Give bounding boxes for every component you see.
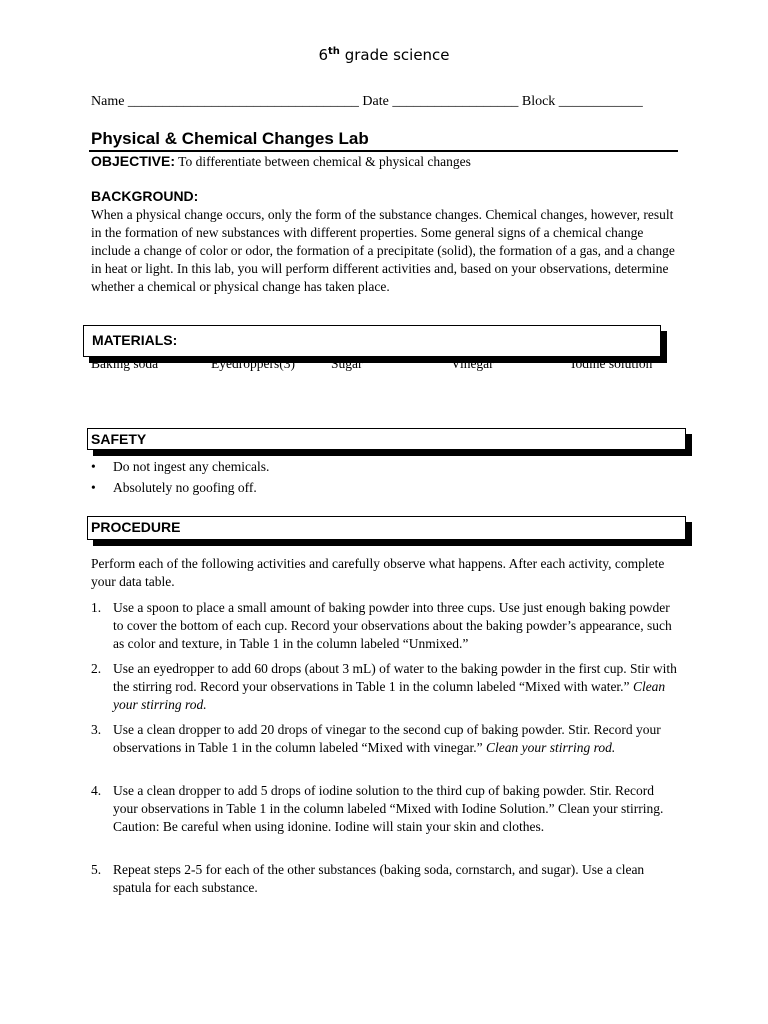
step-text: Use a clean dropper to add 5 drops of iodine solution to the third cup of baking powder. Stir. Record your observations in Table 1 in the column labeled “Mixed with Iodine Solution.” Clean your stirring. Caution: Be careful when using idonine. Iodine will stain your skin and clothes. [113,783,664,834]
procedure-step [91,721,681,757]
step-text: Use a spoon to place a small amount of baking powder into three cups. Use just enough baking powder to cover the bottom of each cup. Record your observations about the baking powder’s appearance, such as color and texture, in Table 1 in the column labeled “Unmixed.” [113,600,672,651]
materials-heading: MATERIALS: [92,332,178,348]
procedure-header-box [87,516,686,540]
material-item: Iodine solution [571,356,653,371]
bullet-icon: • [91,480,96,495]
step-number: 3. [91,722,102,737]
step-note: Clean your stirring rod. [113,679,666,712]
objective-line [91,153,471,170]
procedure-heading: PROCEDURE [91,519,181,535]
step-text: Use an eyedropper to add 60 drops (about 3 mL) of water to the baking powder in the first cup. Stir with the stirring rod. Record your observations in Table 1 in the column labeled “Mixed with water.” [113,661,677,694]
material-item: Sugar [331,356,363,371]
bullet-text: Do not ingest any chemicals. [113,459,270,474]
safety-bullet [91,459,269,475]
procedure-intro: Perform each of the following activities and carefully observe what happens. After each activity, complete your data table. [91,556,665,589]
procedure-step [91,782,681,836]
grade-superscript: th [328,46,340,57]
step-text: Use a clean dropper to add 20 drops of vinegar to the second cup of baking powder. Stir. Record your observations in Table 1 in the column labeled “Mixed with vinegar.” [113,722,661,755]
grade-heading [0,46,768,64]
procedure-step [91,861,681,897]
background-heading: BACKGROUND: [91,188,199,204]
step-number: 1. [91,600,102,615]
objective-text: To differentiate between chemical & physical changes [175,154,471,169]
bullet-icon: • [91,459,96,474]
materials-header-box [83,325,661,357]
safety-bullet [91,480,257,496]
page-title: Physical & Chemical Changes Lab [91,129,369,148]
background-text: When a physical change occurs, only the form of the substance changes. Chemical changes, however, result in the formation of new substances with different properties. Some general signs of a chemical change include a change of color or odor, the formation of a precipitate (solid), the formation of a gas, and a change in heat or light. In this lab, you will perform different activities and, based on your observations, determine whether a chemical or physical change has taken place. [91,207,675,294]
step-text: Repeat steps 2-5 for each of the other substances (baking soda, cornstarch, and sugar). Use a clean spatula for each substance. [113,862,645,895]
material-item: Baking soda [91,356,159,371]
title-divider [89,150,678,152]
step-number: 2. [91,661,102,676]
material-item: Eyedroppers(3) [211,356,295,371]
grade-subject: grade science [339,46,450,64]
grade-number: 6 [318,46,329,64]
procedure-step [91,599,681,653]
objective-label: OBJECTIVE: [91,153,176,169]
safety-header-box [87,428,686,450]
step-number: 4. [91,783,102,798]
step-note: Clean your stirring rod. [485,740,616,755]
procedure-step [91,660,681,714]
name-date-block-line: Name _________________________________ Date __________________ Block ____________ [91,94,643,109]
step-number: 5. [91,862,102,877]
material-item: Vinegar [451,356,494,371]
bullet-text: Absolutely no goofing off. [113,480,257,495]
safety-heading: SAFETY [91,431,147,447]
